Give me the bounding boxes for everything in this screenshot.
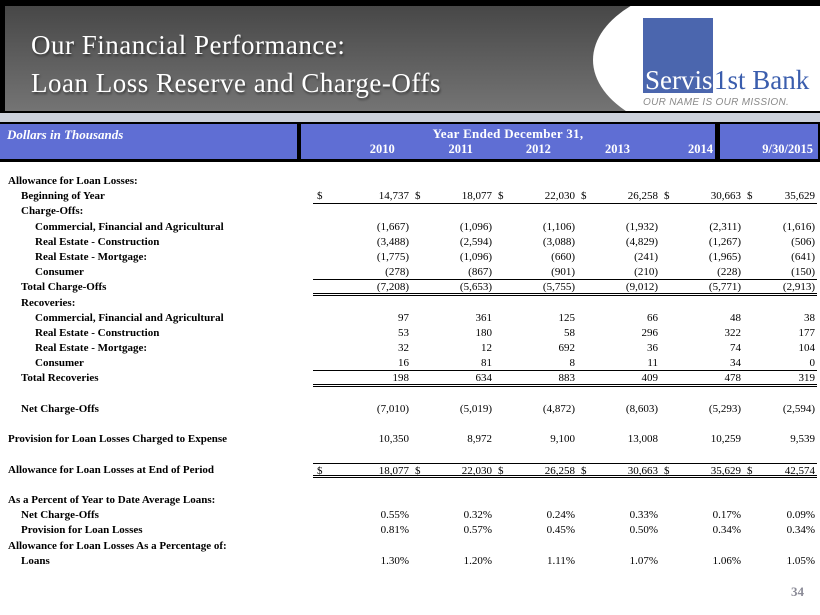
cell-value: [494, 189, 577, 204]
cell-value: 198: [313, 371, 411, 386]
cell-number: 30,663: [627, 464, 658, 477]
row-label: Total Recoveries: [21, 372, 99, 385]
cell-value: [577, 189, 660, 204]
cell-value: 8,972: [467, 433, 492, 446]
table-row: [4, 220, 817, 235]
cell-value: (2,913): [743, 280, 817, 295]
row-label: Loans: [21, 554, 50, 567]
dollar-sign: $: [664, 190, 670, 203]
cell-value: 0.57%: [463, 524, 492, 537]
cell-value: 0.17%: [712, 509, 741, 522]
cell-value: 36: [647, 342, 658, 355]
dollar-sign: $: [664, 464, 670, 477]
cell-value: (278): [313, 265, 411, 280]
row-label: Allowance for Loan Losses:: [8, 175, 138, 187]
cell-value: 0.34%: [786, 524, 815, 537]
cell-value: (1,096): [459, 250, 492, 263]
logo-text-servis: Servis: [645, 65, 713, 95]
column-header-2010: 2010: [369, 142, 395, 156]
row-label: Provision for Loan Losses: [21, 524, 143, 537]
cell-value: 10,350: [378, 433, 409, 446]
cell-value: 53: [398, 326, 409, 339]
cell-value: 0.34%: [712, 524, 741, 537]
cell-value: 9,100: [550, 433, 575, 446]
cell-value: 180: [475, 326, 492, 339]
spacer-row: [4, 387, 817, 402]
dollar-sign: $: [317, 190, 323, 203]
row-label: Net Charge-Offs: [21, 509, 99, 522]
dollar-sign: $: [747, 464, 753, 477]
row-label: Real Estate - Construction: [35, 326, 160, 339]
cell-number: 35,629: [784, 190, 815, 203]
row-label: Net Charge-Offs: [21, 402, 99, 415]
table-row: [4, 493, 817, 508]
cell-value: 0.32%: [463, 509, 492, 522]
logo-tagline: OUR NAME IS OUR MISSION.: [643, 97, 790, 108]
table-row: [4, 296, 817, 311]
row-label: Recoveries:: [21, 296, 76, 309]
row-label: Commercial, Financial and Agricultural: [35, 220, 224, 233]
cell-value: 9,539: [790, 433, 815, 446]
year-group-header: Year Ended December 31,: [432, 126, 584, 141]
cell-value: 16: [313, 356, 411, 371]
cell-number: 22,030: [461, 464, 492, 477]
cell-value: (1,267): [708, 235, 741, 248]
row-label: Consumer: [35, 357, 84, 370]
cell-value: (4,829): [625, 235, 658, 248]
cell-value: (3,088): [542, 235, 575, 248]
cell-value: (5,293): [708, 402, 741, 415]
dollar-sign: $: [581, 190, 587, 203]
table-row: [4, 554, 817, 569]
spacer-row: [4, 478, 817, 493]
table-year-group: [301, 124, 720, 159]
cell-value: [411, 189, 494, 204]
cell-value: 692: [558, 342, 575, 355]
cell-value: (1,106): [542, 220, 575, 233]
cell-value: 319: [743, 371, 817, 386]
slide-title: [31, 26, 441, 102]
cell-value: [411, 463, 494, 478]
logo-text-1st-bank: 1st Bank: [714, 65, 810, 95]
row-label: Real Estate - Mortgage:: [35, 342, 148, 355]
cell-value: 97: [398, 311, 409, 324]
table-row: [4, 402, 817, 417]
table-row: [4, 341, 817, 356]
cell-value: 0.81%: [380, 524, 409, 537]
table-row: [4, 311, 817, 326]
table-row: [4, 189, 817, 204]
year-column-headers: [301, 142, 715, 159]
cell-value: (8,603): [625, 402, 658, 415]
cell-value: 409: [577, 371, 660, 386]
cell-value: 0.55%: [380, 509, 409, 522]
dollar-sign: $: [415, 464, 421, 477]
dollar-sign: $: [317, 464, 323, 477]
row-label: Provision for Loan Losses Charged to Expense: [8, 433, 228, 446]
cell-value: 361: [475, 311, 492, 324]
column-header-2011: 2011: [448, 142, 473, 156]
cell-value: 1.20%: [463, 554, 492, 567]
cell-value: 0.33%: [629, 509, 658, 522]
cell-value: (867): [411, 265, 494, 280]
cell-value: 58: [564, 326, 575, 339]
cell-value: [494, 463, 577, 478]
table-row: [4, 235, 817, 250]
cell-value: 11: [577, 356, 660, 371]
cell-value: (1,775): [376, 250, 409, 263]
row-label: Real Estate - Mortgage:: [35, 250, 148, 263]
cell-value: [577, 463, 660, 478]
table-row: [4, 204, 817, 219]
cell-value: [660, 463, 743, 478]
row-label: Charge-Offs:: [21, 205, 84, 218]
cell-value: 34: [660, 356, 743, 371]
cell-value: [743, 463, 817, 478]
cell-value: 66: [647, 311, 658, 324]
cell-value: (506): [791, 235, 815, 248]
cell-value: 8: [494, 356, 577, 371]
cell-value: 177: [798, 326, 815, 339]
logo-blue-square: [643, 18, 713, 93]
header-gradient: [5, 6, 820, 111]
cell-value: (5,755): [494, 280, 577, 295]
table-row: [4, 463, 817, 478]
logo-wordmark: [643, 18, 809, 93]
cell-value: [313, 463, 411, 478]
cell-number: 42,574: [784, 464, 815, 477]
dollar-sign: $: [498, 190, 504, 203]
cell-value: 48: [730, 311, 741, 324]
row-label: Real Estate - Construction: [35, 235, 160, 248]
cell-value: (5,653): [411, 280, 494, 295]
column-header-9-30-2015: 9/30/2015: [720, 124, 820, 159]
table-corner-label: Dollars in Thousands: [0, 124, 301, 159]
slide-title-line1: Our Financial Performance:: [31, 30, 346, 60]
table-row: [4, 265, 817, 280]
cell-value: 10,259: [710, 433, 741, 446]
cell-value: (641): [791, 250, 815, 263]
cell-value: (1,965): [708, 250, 741, 263]
cell-value: 883: [494, 371, 577, 386]
row-label: Allowance for Loan Losses As a Percentage of:: [8, 539, 227, 552]
column-header-2012: 2012: [525, 142, 551, 156]
cell-value: (901): [494, 265, 577, 280]
cell-value: (1,616): [782, 220, 815, 233]
cell-value: 74: [730, 342, 741, 355]
cell-value: (2,594): [782, 402, 815, 415]
cell-value: (7,010): [376, 402, 409, 415]
cell-value: (1,096): [459, 220, 492, 233]
cell-value: [313, 189, 411, 204]
cell-value: 296: [641, 326, 658, 339]
cell-number: 26,258: [544, 464, 575, 477]
row-label: Commercial, Financial and Agricultural: [35, 311, 224, 324]
column-header-2014: 2014: [688, 142, 713, 156]
spacer-row: [4, 447, 817, 462]
cell-value: (5,019): [459, 402, 492, 415]
cell-value: (9,012): [577, 280, 660, 295]
cell-value: [660, 189, 743, 204]
cell-number: 35,629: [710, 464, 741, 477]
cell-value: (241): [634, 250, 658, 263]
cell-value: (7,208): [313, 280, 411, 295]
cell-value: 0: [743, 356, 817, 371]
table-row: [4, 280, 817, 295]
dollar-sign: $: [747, 190, 753, 203]
cell-value: 634: [411, 371, 494, 386]
cell-number: 18,077: [461, 190, 492, 203]
financial-table-body: [4, 162, 817, 569]
dollar-sign: $: [581, 464, 587, 477]
column-header-2013: 2013: [604, 142, 630, 156]
cell-value: 13,008: [627, 433, 658, 446]
cell-number: 22,030: [544, 190, 575, 203]
cell-value: (2,311): [709, 220, 741, 233]
cell-value: (1,667): [376, 220, 409, 233]
cell-value: (2,594): [459, 235, 492, 248]
cell-value: 1.30%: [380, 554, 409, 567]
cell-value: (1,932): [625, 220, 658, 233]
dollar-sign: $: [498, 464, 504, 477]
cell-number: 18,077: [378, 464, 409, 477]
cell-value: 104: [798, 342, 815, 355]
spacer-row: [4, 417, 817, 432]
cell-value: (228): [660, 265, 743, 280]
header-divider-strip: [0, 113, 820, 122]
cell-value: 0.24%: [546, 509, 575, 522]
dollar-sign: $: [415, 190, 421, 203]
cell-value: 0.50%: [629, 524, 658, 537]
row-label: Total Charge-Offs: [21, 281, 107, 294]
table-row: [4, 250, 817, 265]
cell-value: (5,771): [660, 280, 743, 295]
page-number: 34: [791, 584, 804, 599]
cell-value: 81: [411, 356, 494, 371]
cell-value: (3,488): [376, 235, 409, 248]
cell-value: (660): [551, 250, 575, 263]
table-header: [0, 122, 820, 162]
cell-value: 1.07%: [629, 554, 658, 567]
cell-number: 26,258: [627, 190, 658, 203]
cell-value: [743, 189, 817, 204]
table-row: [4, 356, 817, 371]
servisfirst-bank-logo: [643, 18, 809, 108]
table-row: [4, 174, 817, 189]
cell-value: (4,872): [542, 402, 575, 415]
cell-value: 1.06%: [712, 554, 741, 567]
cell-value: 322: [724, 326, 741, 339]
cell-value: 478: [660, 371, 743, 386]
slide-header: [0, 0, 820, 113]
cell-value: 12: [481, 342, 492, 355]
cell-value: (210): [577, 265, 660, 280]
slide-title-line2: Loan Loss Reserve and Charge-Offs: [31, 68, 441, 98]
table-row: [4, 523, 817, 538]
row-label: Consumer: [35, 266, 84, 279]
cell-number: 30,663: [710, 190, 741, 203]
cell-value: 32: [398, 342, 409, 355]
cell-value: 0.45%: [546, 524, 575, 537]
row-label: Allowance for Loan Losses at End of Period: [8, 463, 215, 476]
cell-value: 0.09%: [786, 509, 815, 522]
cell-value: 1.05%: [786, 554, 815, 567]
cell-value: 1.11%: [546, 554, 575, 567]
row-label: Beginning of Year: [21, 190, 105, 203]
table-row: [4, 539, 817, 554]
cell-value: 125: [558, 311, 575, 324]
table-row: [4, 432, 817, 447]
cell-value: 38: [804, 311, 815, 324]
row-label: As a Percent of Year to Date Average Loans:: [8, 493, 216, 506]
cell-value: (150): [743, 265, 817, 280]
table-row: [4, 371, 817, 386]
table-row: [4, 326, 817, 341]
table-row: [4, 508, 817, 523]
cell-number: 14,737: [378, 190, 409, 203]
